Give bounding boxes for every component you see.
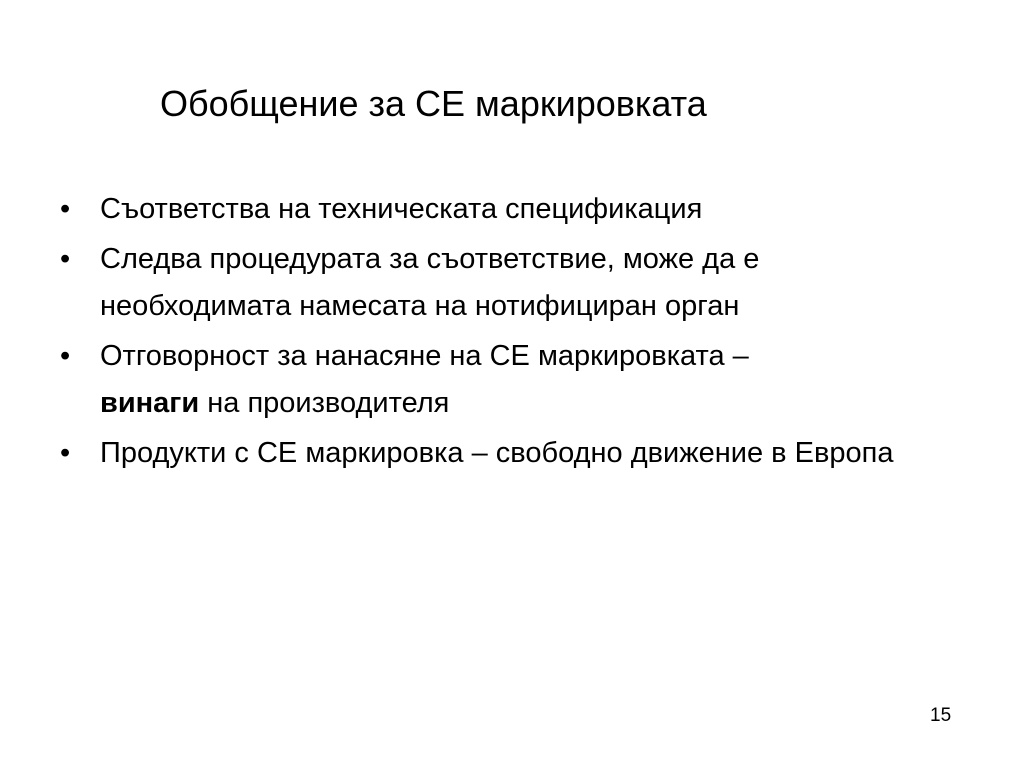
bullet-text-after: на производителя (199, 387, 450, 419)
bullet-item-conformity (60, 186, 940, 233)
bullet-dot-icon: • (60, 193, 71, 225)
bullet-text: Продукти с СЕ маркировка – свободно движение в Европа (100, 437, 894, 469)
page-number: 15 (930, 705, 952, 726)
bullet-text: Съответства на техническата спецификация (100, 193, 703, 225)
bullet-text: Следва процедурата за съответствие, може да е необходимата намесата на нотифициран орган (100, 243, 760, 322)
bullet-dot-icon: • (60, 437, 71, 469)
slide-title: Обобщение за СЕ маркировката (160, 83, 707, 124)
bullet-item-procedure (60, 236, 940, 330)
bullet-bold-word: винаги (100, 387, 200, 419)
bullet-dot-icon: • (60, 340, 71, 372)
bullet-text-before: Отговорност за нанасяне на СЕ маркировката – (100, 340, 749, 372)
bullet-dot-icon: • (60, 243, 71, 275)
bullet-item-responsibility (60, 333, 940, 427)
bullet-item-free-movement (60, 430, 940, 477)
bullet-list (60, 186, 940, 480)
